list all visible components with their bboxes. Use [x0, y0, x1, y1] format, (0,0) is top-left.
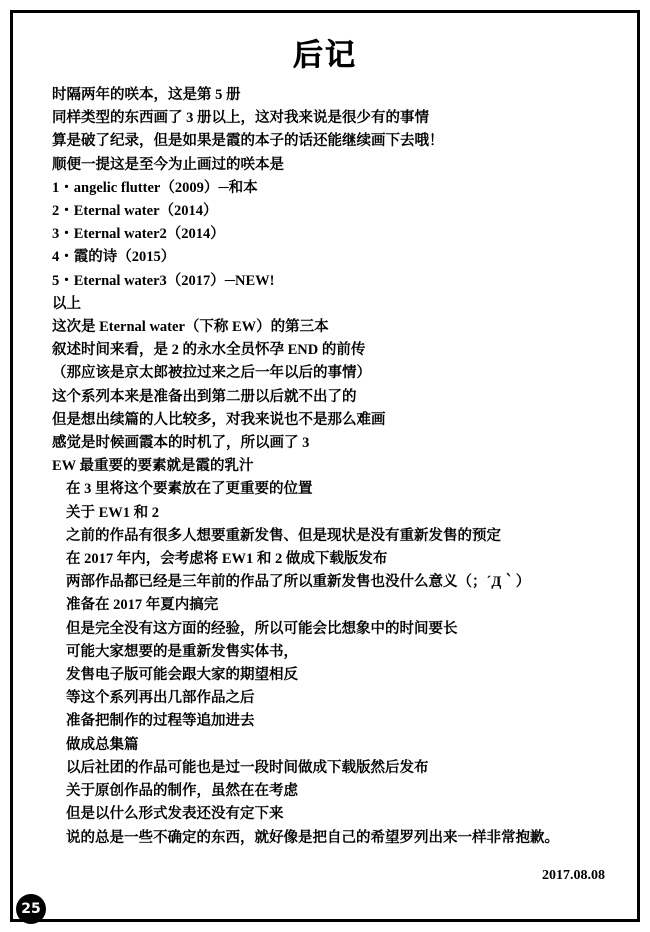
afterword-line: 以后社团的作品可能也是过一段时间做成下载版然后发布 — [66, 759, 429, 776]
afterword-line: 等这个系列再出几部作品之后 — [66, 690, 255, 707]
afterword-line: 但是想出续篇的人比较多，对我来说也不是那么难画 — [52, 411, 386, 428]
afterword-line: 算是破了纪录，但是如果是霞的本子的话还能继续画下去哦！ — [52, 133, 444, 150]
afterword-line: 说的总是一些不确定的东西，就好像是把自己的希望罗列出来一样非常抱歉。 — [66, 829, 559, 846]
page-title: 后记 — [293, 38, 357, 73]
afterword-line: 在 2017 年内，会考虑将 EW1 和 2 做成下载版发布 — [66, 551, 388, 568]
afterword-line: 3・Eternal water2（2014） — [52, 226, 225, 243]
afterword-line: 在 3 里将这个要素放在了更重要的位置 — [66, 481, 313, 498]
afterword-line: 感觉是时候画霞本的时机了，所以画了 3 — [52, 435, 310, 452]
afterword-line: 关于 EW1 和 2 — [66, 504, 160, 521]
afterword-line: 4・霞的诗（2015） — [52, 249, 176, 266]
afterword-body — [52, 84, 612, 850]
afterword-line: 发售电子版可能会跟大家的期望相反 — [66, 667, 298, 684]
afterword-line: 但是完全没有这方面的经验，所以可能会比想象中的时间要长 — [66, 620, 458, 637]
afterword-line: 这个系列本来是准备出到第二册以后就不出了的 — [52, 388, 357, 405]
afterword-line: 这次是 Eternal water（下称 EW）的第三本 — [52, 319, 329, 336]
afterword-line: 之前的作品有很多人想要重新发售、但是现状是没有重新发售的预定 — [66, 527, 501, 544]
afterword-line: 两部作品都已经是三年前的作品了所以重新发售也没什么意义（；´Д｀） — [66, 574, 531, 591]
afterword-line: 同样类型的东西画了 3 册以上，这对我来说是很少有的事情 — [52, 110, 429, 127]
afterword-line: 以上 — [52, 295, 81, 312]
afterword-line: 但是以什么形式发表还没有定下来 — [66, 806, 284, 823]
page-number-badge: 25 — [16, 894, 46, 924]
afterword-line: （那应该是京太郎被拉过来之后一年以后的事情） — [52, 365, 371, 382]
afterword-line: 1・angelic flutter（2009）─和本 — [52, 179, 258, 196]
afterword-line: 准备在 2017 年夏内搞完 — [66, 597, 219, 614]
afterword-line: 准备把制作的过程等追加进去 — [66, 713, 255, 730]
afterword-line: 时隔两年的咲本，这是第 5 册 — [52, 87, 241, 103]
afterword-line: 顺便一提这是至今为止画过的咲本是 — [52, 156, 284, 173]
afterword-line: 5・Eternal water3（2017）─NEW! — [52, 272, 275, 289]
afterword-line: 叙述时间来看，是 2 的永水全员怀孕 END 的前传 — [52, 342, 366, 359]
afterword-line: 2・Eternal water（2014） — [52, 203, 218, 220]
afterword-line: 做成总集篇 — [66, 736, 139, 753]
afterword-line: 可能大家想要的是重新发售实体书， — [66, 643, 298, 660]
date-stamp: 2017.08.08 — [542, 868, 605, 883]
afterword-line: 关于原创作品的制作，虽然在在考虑 — [66, 783, 298, 800]
afterword-line: EW 最重要的要素就是霞的乳汁 — [52, 458, 254, 475]
